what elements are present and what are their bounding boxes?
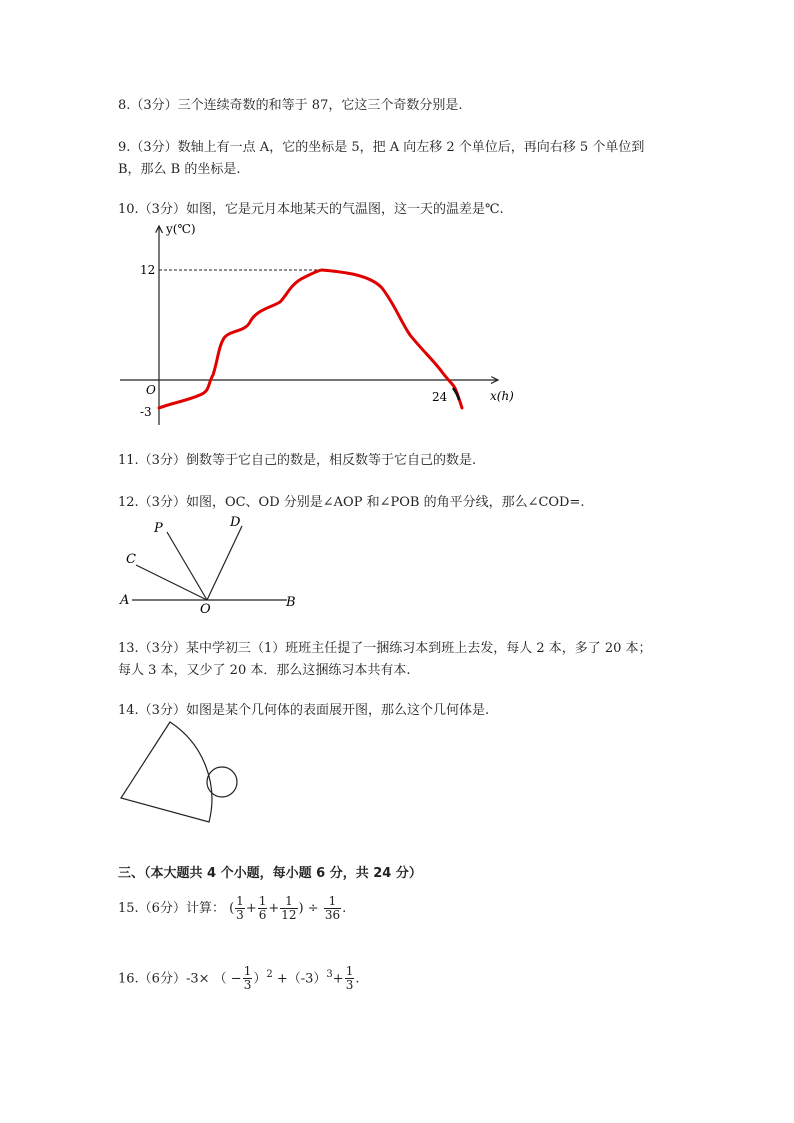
q16-fraction-1: $\frac{1}{3}$: [243, 964, 252, 993]
question-8: 8.（3分）三个连续奇数的和等于 87，它这三个奇数分别是.: [118, 98, 463, 113]
cone-net-figure: [115, 718, 245, 830]
question-9-line2: B，那么 B 的坐标是.: [118, 162, 241, 177]
q16-mid: +（-3）: [276, 971, 327, 987]
ray-od: [207, 526, 242, 600]
x-axis-label: x(h): [490, 389, 514, 403]
origin-label: O: [146, 383, 156, 397]
question-15: 15.（6分）计算： ( $\frac{1}{3}$ + $\frac{1}{6}$ + $\frac{1}{12}$ ) ÷ $\frac{1}{36}$ .: [118, 894, 347, 922]
q16-power-2: 2: [266, 969, 273, 980]
y-tick-neg3: -3: [140, 405, 152, 419]
temperature-graph: [110, 220, 514, 435]
question-16: 16.（6分）-3× （ − $\frac{1}{3}$ ）$^2 +(-3)^3+$ $\frac{1}{3}$ .: [118, 964, 360, 993]
question-13-line2: 每人 3 本，又少了 20 本．那么这捆练习本共有本.: [118, 663, 411, 678]
q16-open: （ −: [213, 971, 242, 987]
q16-power-3: 3: [326, 969, 333, 980]
q16-fraction-2: $\frac{1}{3}$: [345, 964, 354, 993]
question-11: 11.（3分）倒数等于它自己的数是，相反数等于它自己的数是.: [118, 453, 477, 468]
section-3-header: 三、（本大题共 4 个小题，每小题 6 分，共 24 分）: [118, 866, 422, 881]
base-circle: [207, 767, 237, 797]
label-a: A: [120, 593, 130, 608]
y-axis-label: y(℃): [166, 222, 196, 236]
sector-shape: [121, 722, 212, 822]
question-12: 12.（3分）如图，OC、OD 分别是∠AOP 和∠POB 的角平分线，那么∠COD=.: [118, 495, 585, 510]
q15-open-paren: (: [229, 901, 235, 916]
temperature-curve: [159, 270, 462, 408]
q16-prefix: 16.（6分）-3×: [118, 971, 210, 987]
q15-divide: ÷: [307, 901, 319, 916]
question-13-line1: 13.（3分）某中学初三（1）班班主任提了一捆练习本到班上去发，每人 2 本，多了 20 本；: [118, 641, 652, 656]
label-o: O: [200, 602, 211, 617]
q15-fraction-4: $\frac{1}{36}$: [324, 894, 341, 922]
q15-prefix: 15.（6分）计算：: [118, 901, 225, 916]
label-b: B: [286, 595, 296, 610]
label-d: D: [230, 515, 241, 530]
question-10: 10.（3分）如图，它是元月本地某天的气温图，这一天的温差是℃.: [118, 202, 504, 217]
question-14: 14.（3分）如图是某个几何体的表面展开图，那么这个几何体是.: [118, 703, 490, 718]
q15-close-paren: ): [298, 901, 304, 916]
x-tick-24: 24: [432, 390, 448, 404]
q15-fraction-1: $\frac{1}{3}$: [236, 894, 244, 922]
label-p: P: [154, 521, 163, 536]
q15-fraction-2: $\frac{1}{6}$: [258, 894, 267, 922]
label-c: C: [126, 552, 136, 567]
y-tick-12: 12: [140, 263, 156, 277]
q15-fraction-3: $\frac{1}{12}$: [281, 894, 297, 922]
angle-bisector-figure: [112, 510, 312, 615]
question-9-line1: 9.（3分）数轴上有一点 A，它的坐标是 5，把 A 向左移 2 个单位后，再向右移 5 个单位到: [118, 140, 645, 155]
